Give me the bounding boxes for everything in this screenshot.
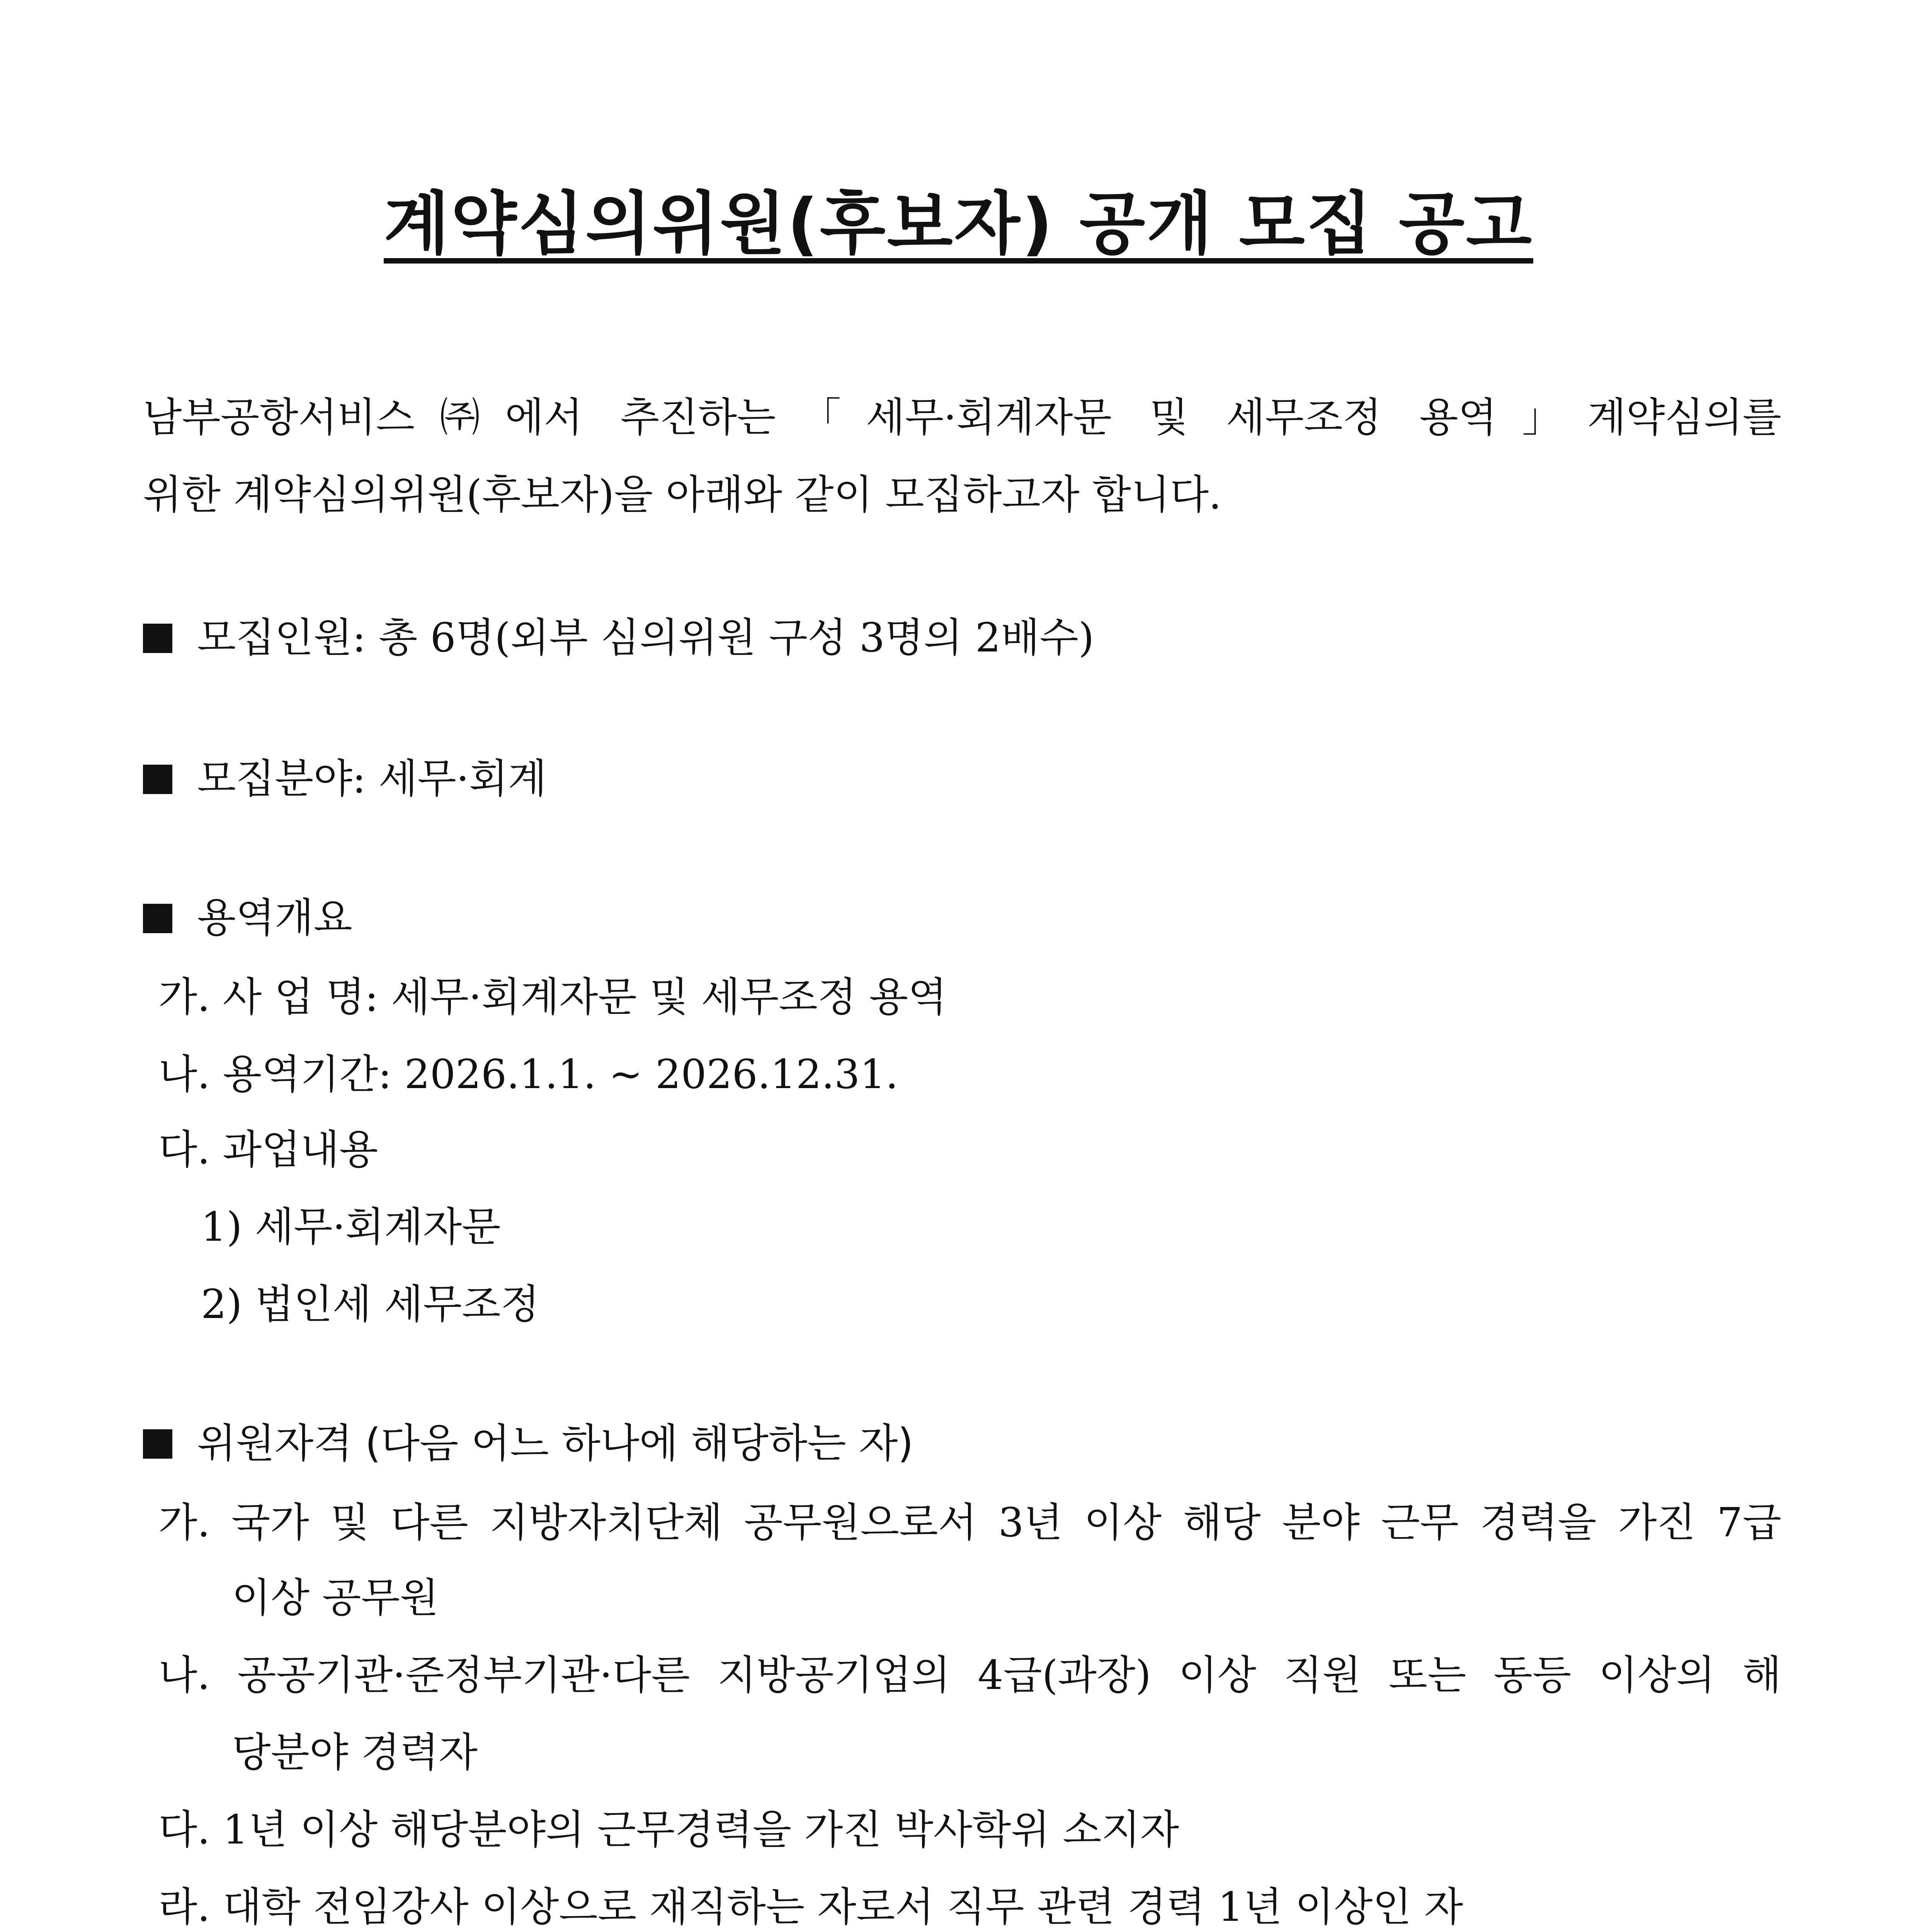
section-label: 위원자격 (다음 어느 하나에 해당하는 자) — [197, 1420, 913, 1467]
qualification-item-2-cont: 당분야 경력자 — [232, 1729, 478, 1776]
qualification-item-1-cont: 이상 공무원 — [232, 1574, 439, 1621]
qualification-item-1: 가. 국가 및 다른 지방자치단체 공무원으로서 3년 이상 해당 분야 근무 경력을 가진 7급 — [158, 1499, 1781, 1546]
intro-line-1: 남부공항서비스㈜에서 추진하는「세무·회계자문 및 세무조정 용역」계약심의를 — [143, 394, 1781, 441]
overview-subitem-2: 2) 법인세 세무조정 — [201, 1281, 540, 1328]
section-qualification — [143, 1416, 913, 1470]
square-bullet-icon — [143, 765, 172, 794]
section-text: : 총 6명(외부 심의위원 구성 3명의 2배수) — [352, 614, 1094, 661]
overview-item-tasks: 다. 과업내용 — [158, 1126, 378, 1173]
square-bullet-icon — [143, 1429, 172, 1459]
intro-line-2: 위한 계약심의위원(후보자)을 아래와 같이 모집하고자 합니다. — [143, 471, 1222, 518]
page-title: 계약심의위원(후보자) 공개 모집 공고 — [384, 184, 1533, 264]
section-recruit-field — [143, 752, 547, 806]
overview-item-project-name: 가. 사 업 명: 세무·회계자문 및 세무조정 용역 — [158, 973, 947, 1020]
qualification-item-4: 라. 대학 전임강사 이상으로 재직하는 자로서 직무 관련 경력 1년 이상인 자 — [158, 1883, 1463, 1930]
overview-item-period: 나. 용역기간: 2026.1.1. ~ 2026.12.31. — [158, 1051, 898, 1098]
square-bullet-icon — [143, 624, 172, 653]
qualification-item-3: 다. 1년 이상 해당분야의 근무경력을 가진 박사학위 소지자 — [158, 1806, 1179, 1853]
qualification-item-2: 나. 공공기관·준정부기관·다른 지방공기업의 4급(과장) 이상 직원 또는 동등 이상의 해 — [158, 1651, 1781, 1699]
square-bullet-icon — [143, 904, 172, 933]
section-overview — [143, 891, 352, 945]
section-recruit-count — [143, 611, 1094, 665]
overview-subitem-1: 1) 세무·회계자문 — [201, 1203, 501, 1250]
section-text: : 세무·회계 — [352, 755, 547, 802]
section-label: 모집인원 — [197, 614, 352, 661]
section-label: 용역개요 — [197, 894, 352, 941]
section-label: 모집분야 — [197, 755, 352, 802]
